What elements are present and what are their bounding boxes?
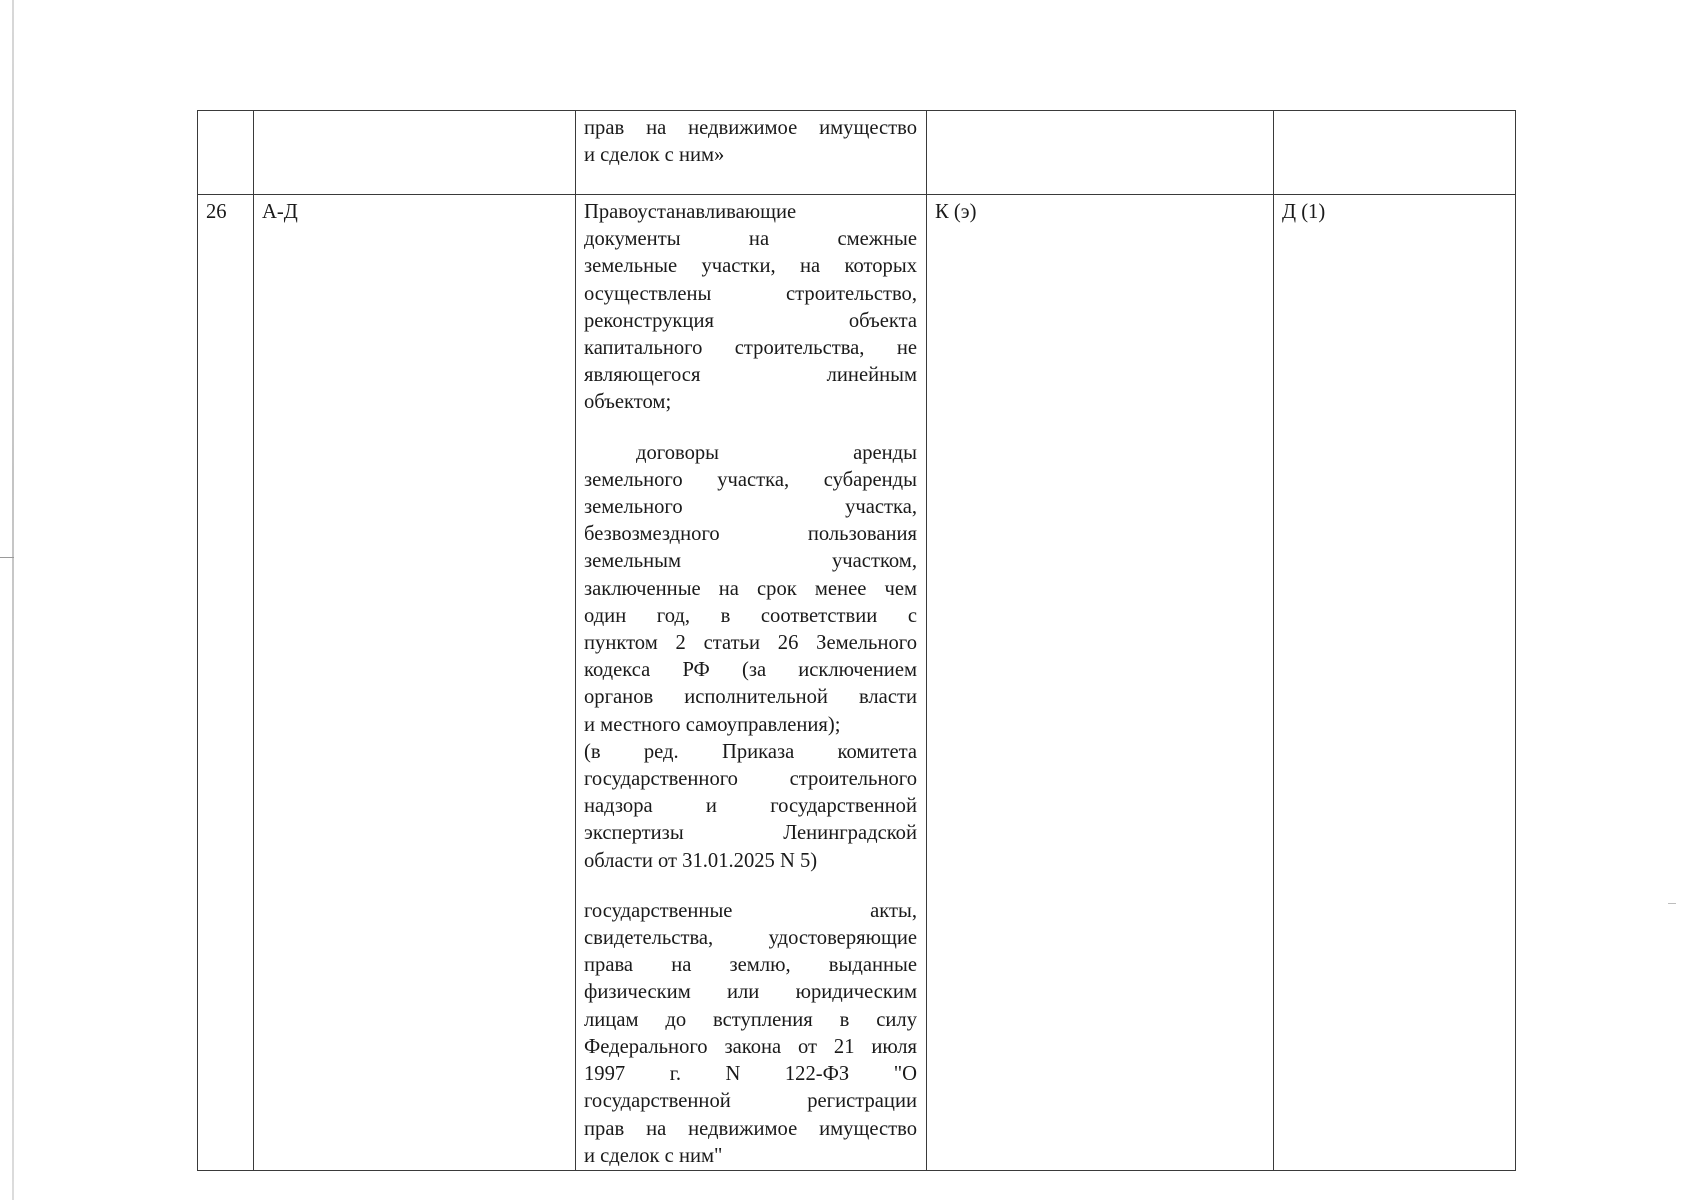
paragraph-lease-agreements xyxy=(584,440,917,875)
cell-number xyxy=(198,111,254,195)
text-line: надзора и государственной xyxy=(584,795,917,818)
check-method-k: К (э) xyxy=(927,195,1274,1171)
text-line: земельного участка, субаренды xyxy=(584,468,917,491)
text-line: объектом; xyxy=(584,391,672,414)
text-line: земельные участки, на которых xyxy=(584,255,917,278)
cell-d xyxy=(1274,111,1516,195)
text-line: 1997 г. N 122-ФЗ "О xyxy=(584,1063,917,1086)
cell-k xyxy=(927,111,1274,195)
text-line: документы на смежные xyxy=(584,228,917,251)
text-line: области от 31.01.2025 N 5) xyxy=(584,849,818,872)
table-row-26 xyxy=(198,195,1516,1171)
cell-code xyxy=(254,111,576,195)
text-line: права на землю, выданные xyxy=(584,954,917,977)
text-line: осуществлены строительство, xyxy=(584,282,917,305)
text-line: земельного участка, xyxy=(584,496,917,519)
table-row-continued xyxy=(198,111,1516,195)
text-line: прав на недвижимое имущество xyxy=(584,117,917,139)
text-line: земельным участком, xyxy=(584,550,917,573)
text-line: лицам до вступления в силу xyxy=(584,1008,917,1031)
text-line: органов исполнительной власти xyxy=(584,686,917,709)
text-line: безвозмездного пользования xyxy=(584,523,917,546)
scan-mark xyxy=(1668,903,1676,904)
text-line: физическим или юридическим xyxy=(584,981,917,1004)
text-line: (в ред. Приказа комитета xyxy=(584,740,917,763)
text-line: государственные акты, xyxy=(584,899,917,922)
text-line: свидетельства, удостоверяющие xyxy=(584,927,917,950)
text-line: реконструкция объекта xyxy=(584,309,917,332)
text-line: капитального строительства, не xyxy=(584,337,917,360)
text-line: договоры аренды xyxy=(636,441,917,464)
paragraph-title-documents xyxy=(584,199,917,417)
text-line: экспертизы Ленинградской xyxy=(584,822,917,845)
text-line: государственного строительного xyxy=(584,768,917,791)
cell-documents xyxy=(576,111,927,195)
text-line: прав на недвижимое имущество xyxy=(584,1117,917,1140)
row-number: 26 xyxy=(198,195,254,1171)
text-line: и местного самоуправления); xyxy=(584,713,841,736)
scan-edge xyxy=(12,0,14,1200)
text-line: кодекса РФ (за исключением xyxy=(584,659,917,682)
text-line: Федерального закона от 21 июля xyxy=(584,1035,917,1058)
text-line: являющегося линейным xyxy=(584,364,917,387)
text-line: один год, в соответствии с xyxy=(584,604,917,627)
text-line: заключенные на срок менее чем xyxy=(584,577,917,600)
paragraph-state-acts xyxy=(584,898,917,1170)
check-method-d: Д (1) xyxy=(1274,195,1516,1171)
text-line: и сделок с ним» xyxy=(584,144,725,167)
section-code: А-Д xyxy=(254,195,576,1171)
text-line: государственной регистрации xyxy=(584,1090,917,1113)
text-line: пунктом 2 статьи 26 Земельного xyxy=(584,632,917,655)
documents-table xyxy=(197,110,1516,1171)
cell-documents xyxy=(576,195,927,1171)
text-line: и сделок с ним" xyxy=(584,1144,723,1167)
scan-mark xyxy=(0,557,14,558)
text-line: Правоустанавливающие xyxy=(584,201,797,223)
